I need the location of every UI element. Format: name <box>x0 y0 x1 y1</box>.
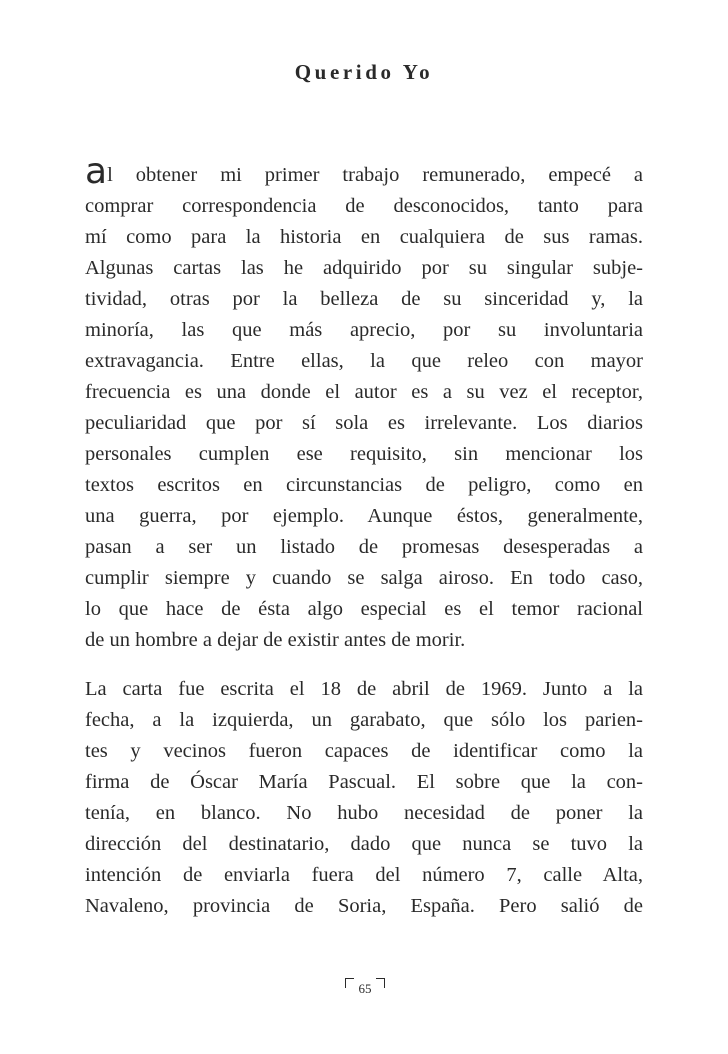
chapter-title: Querido Yo <box>294 60 434 84</box>
text-line: intención de enviarla fuera del número 7, calle Alta, <box>85 864 643 886</box>
text-line: tividad, otras por la belleza de su sinceridad y, la <box>85 288 643 310</box>
page-number: 65 <box>358 981 372 996</box>
paragraph-1-line-1 <box>85 160 643 191</box>
text-line: comprar correspondencia de desconocidos, tanto para <box>85 195 643 217</box>
text-line: firma de Óscar María Pascual. El sobre que la con- <box>85 771 643 793</box>
text-line: una guerra, por ejemplo. Aunque éstos, generalmente, <box>85 505 643 527</box>
text-line: cumplir siempre y cuando se salga airoso. En todo caso, <box>85 567 643 589</box>
text-line: personales cumplen ese requisito, sin mencionar los <box>85 443 643 465</box>
text-line: fecha, a la izquierda, un garabato, que sólo los parien- <box>85 709 643 731</box>
text-line: tenía, en blanco. No hubo necesidad de poner la <box>85 802 643 824</box>
text-line: de un hombre a dejar de existir antes de morir. <box>85 629 466 651</box>
text-line: Algunas cartas las he adquirido por su singular subje- <box>85 257 643 279</box>
text-line: pasan a ser un listado de promesas desesperadas a <box>85 536 643 558</box>
text-line: textos escritos en circunstancias de peligro, como en <box>85 474 643 496</box>
text-line: peculiaridad que por sí sola es irrelevante. Los diarios <box>85 412 643 434</box>
text-line: minoría, las que más aprecio, por su involuntaria <box>85 319 643 341</box>
text-line: extravagancia. Entre ellas, la que releo con mayor <box>85 350 643 372</box>
text-line: dirección del destinatario, dado que nunca se tuvo la <box>85 833 643 855</box>
drop-cap: a <box>85 160 108 191</box>
paragraph-1 <box>85 160 643 656</box>
text-line: frecuencia es una donde el autor es a su vez el receptor, <box>85 381 643 403</box>
page-number-box <box>345 978 385 998</box>
text-line: tes y vecinos fueron capaces de identificar como la <box>85 740 643 762</box>
text-line: lo que hace de ésta algo especial es el temor racional <box>85 598 643 620</box>
text-line: La carta fue escrita el 18 de abril de 1969. Junto a la <box>85 678 643 700</box>
text-line: mí como para la historia en cualquiera de sus ramas. <box>85 226 643 248</box>
paragraph-2 <box>85 674 643 922</box>
first-line-text: l obtener mi primer trabajo remunerado, empecé a <box>107 164 643 186</box>
text-line: Navaleno, provincia de Soria, España. Pero salió de <box>85 895 643 917</box>
